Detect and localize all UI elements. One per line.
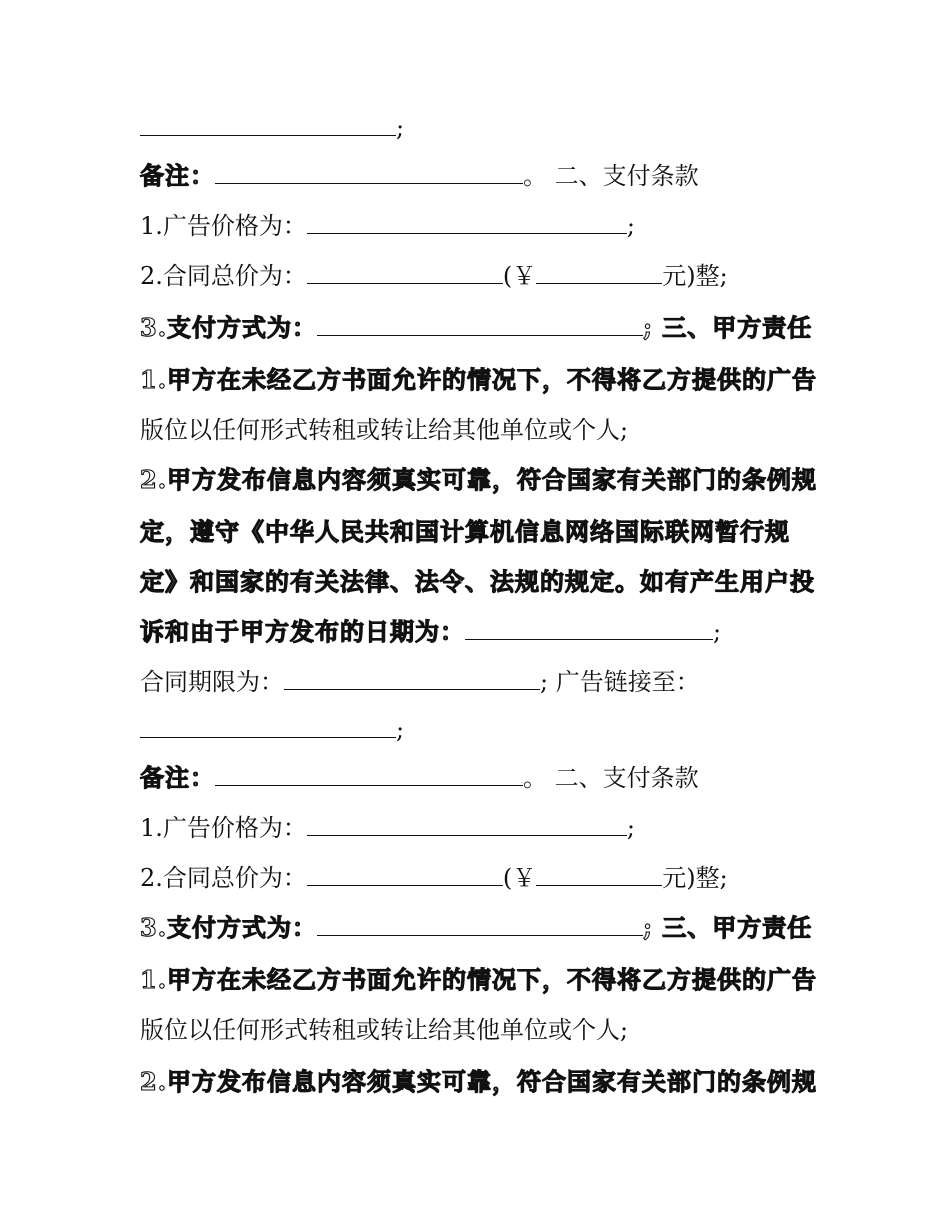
line-4-total-price: 2.合同总价为： (￥ 元)整;	[140, 258, 728, 294]
line-14-remarks: 备注： 。 二、支付条款	[140, 763, 699, 792]
blank-field	[536, 861, 662, 886]
blank-field	[317, 911, 643, 936]
line-6: 1.甲方在未经乙方书面允许的情况下，不得将乙方提供的广告	[140, 365, 818, 394]
blank-field	[317, 311, 643, 336]
line-15-ad-price: 1.广告价格为： ;	[140, 810, 635, 846]
line-16-total-price: 2.合同总价为： (￥ 元)整;	[140, 860, 728, 896]
line-1: ;	[140, 110, 404, 146]
blank-field	[465, 615, 713, 640]
blank-field	[307, 861, 503, 886]
blank-field	[307, 259, 503, 284]
line-12-contract-period: 合同期限为： ; 广告链接至：	[140, 664, 700, 700]
line-5-payment-method: 3.支付方式为： ; 三、甲方责任	[140, 313, 813, 342]
blank-field	[140, 111, 396, 136]
line-10: 定》和国家的有关法律、法令、法规的规定。如有产生用户投	[140, 567, 815, 596]
line-3-ad-price: 1.广告价格为： ;	[140, 208, 635, 244]
blank-field	[307, 209, 627, 234]
blank-field	[215, 159, 523, 184]
line-19: 版位以任何形式转租或转让给其他单位或个人;	[140, 1016, 629, 1044]
blank-field	[536, 259, 662, 284]
blank-field	[140, 713, 396, 738]
line-2-remarks: 备注： 。 二、支付条款	[140, 161, 699, 190]
blank-field	[215, 761, 523, 786]
line-8: 2.甲方发布信息内容须真实可靠，符合国家有关部门的条例规	[140, 465, 818, 494]
line-20: 2.甲方发布信息内容须真实可靠，符合国家有关部门的条例规	[140, 1067, 818, 1096]
line-13: ;	[140, 712, 404, 748]
line-11-release-date: 诉和由于甲方发布的日期为： ;	[140, 617, 722, 646]
line-17-payment-method: 3.支付方式为： ; 三、甲方责任	[140, 913, 813, 942]
blank-field	[284, 665, 540, 690]
line-7: 版位以任何形式转租或转让给其他单位或个人;	[140, 416, 629, 444]
line-18: 1.甲方在未经乙方书面允许的情况下，不得将乙方提供的广告	[140, 965, 818, 994]
blank-field	[307, 811, 627, 836]
line-9: 定，遵守《中华人民共和国计算机信息网络国际联网暂行规	[140, 517, 790, 546]
